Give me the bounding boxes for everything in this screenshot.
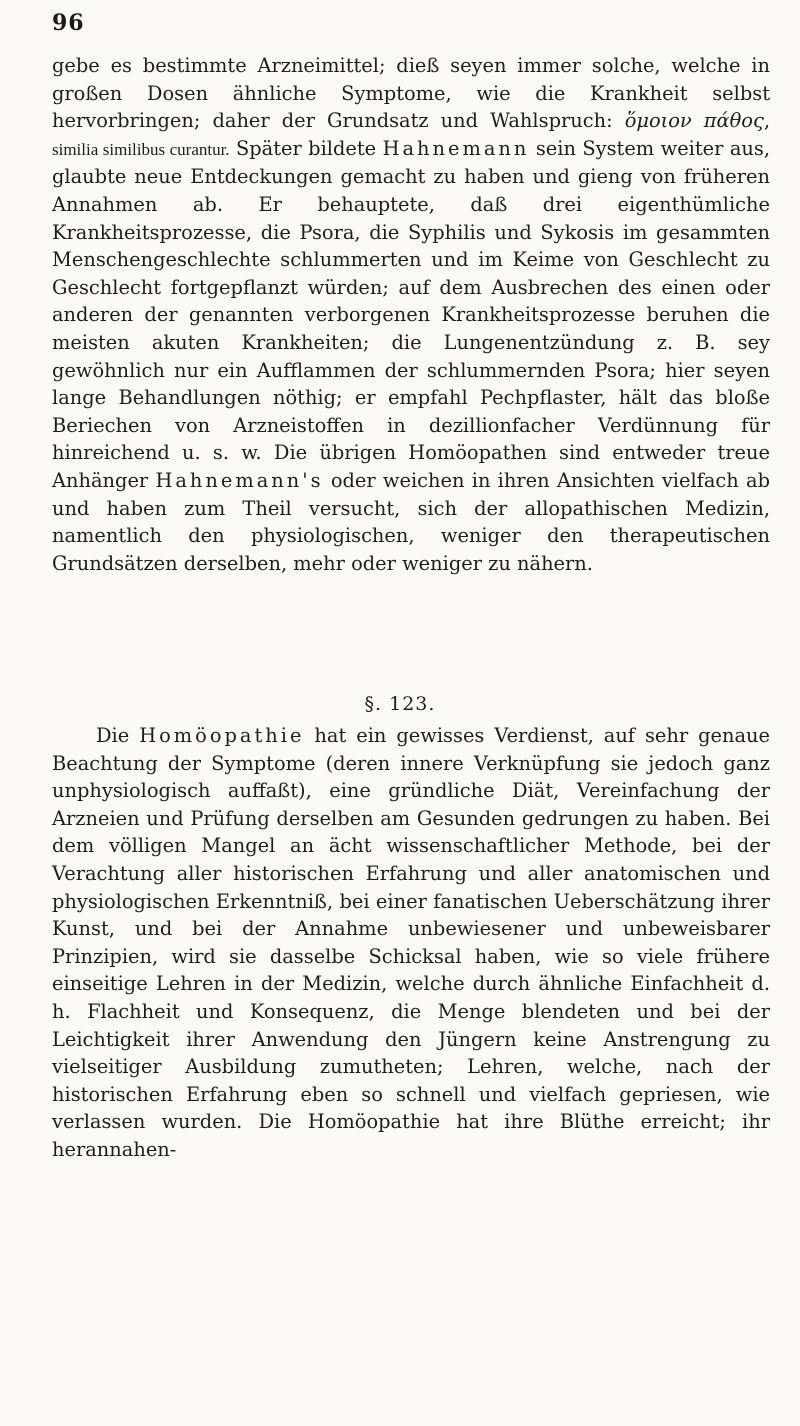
- paragraph-1-body: sein System weiter aus, glaubte neue Entdeckungen gemacht zu haben und gieng von früheren Annahmen ab. Er behauptete, daß drei eigenthümliche Krankheitsprozesse, die Psora, die Syphilis und Sykosis im gesammten Menschengeschlechte schlummerten und im Keime von Geschlecht zu Geschlecht fortgepflanzt würden; auf dem Ausbrechen des einen oder anderen der genannten verborgenen Krankheitsprozesse beruhen die meisten akuten Krankheiten; die Lungenentzündung z. B. sey gewöhnlich nur ein Aufflammen der schlummernden Psora; hier seyen lange Behandlungen nöthig; er empfahl Pechpflaster, hält das bloße Beriechen von Arzneistoffen in dezillionfacher Verdünnung für hinreichend u. s. w. Die übrigen Homöopathen sind entweder treue Anhänger: [52, 136, 770, 492]
- paragraph-2: [52, 722, 770, 1164]
- paragraph-1-line-3: hervorbringen; daher der Grundsatz und Wahlspruch:: [52, 109, 625, 133]
- greek-phrase: ὅμοιον πάθος: [624, 109, 764, 133]
- paragraph-1-ending: oder weichen in ihren Ansichten vielfach ab und haben zum Theil versucht, sich der allopathischen Medizin, namentlich den physiologischen, weniger den therapeutischen Grundsätzen derselben, mehr oder weniger zu nähern.: [52, 468, 770, 575]
- paragraph-1: [52, 52, 770, 577]
- author-name: Hahnemann: [382, 136, 530, 160]
- paragraph-2-intro: Die: [96, 724, 130, 747]
- latin-phrase: similia similibus curantur.: [52, 139, 230, 159]
- paragraph-2-body: hat ein gewisses Verdienst, auf sehr genaue Beachtung der Symptome (deren innere Verknüpfung sie jedoch ganz unphysiologisch auffaßt), eine gründliche Diät, Vereinfachung der Arzneien und Prüfung derselben am Gesunden gedrungen zu haben. Bei dem völligen Mangel an ächt wissenschaftlicher Methode, bei der Verachtung aller historischen Erfahrung und aller anatomischen und physiologischen Erkenntniß, bei einer fanatischen Ueberschätzung ihrer Kunst, und bei der Annahme unbewiesener und unbeweisbarer Prinzipien, wird sie dasselbe Schicksal haben, wie so viele frühere einseitige Lehren in der Medizin, welche durch ähnliche Einfachheit d. h. Flachheit und Konsequenz, die Menge blendeten und bei der Leichtigkeit ihrer Anwendung den Jüngern keine Anstrengung zu vielseitiger Ausbildung zumutheten; Lehren, welche, nach der historischen Erfahrung eben so schnell und vielfach gepriesen, wie verlassen wurden. Die Homöopathie hat ihre Blüthe erreicht; ihr herannahen-: [52, 724, 770, 1161]
- author-name-possessive: Hahnemann's: [155, 468, 324, 492]
- paragraph-1-line-2: in großen Dosen ähnliche Symptome, wie die Krankheit selbst: [52, 54, 770, 105]
- paragraph-1-comma: ,: [763, 109, 770, 133]
- paragraph-1-line-4: Später bildete: [229, 136, 383, 160]
- paragraph-1-line-1: gebe es bestimmte Arzneimittel; dieß seyen immer solche, welche: [52, 54, 741, 77]
- page-number: 96: [52, 10, 85, 36]
- section-heading: §. 123.: [364, 693, 436, 715]
- homoeopathie-term: Homöopathie: [139, 724, 305, 747]
